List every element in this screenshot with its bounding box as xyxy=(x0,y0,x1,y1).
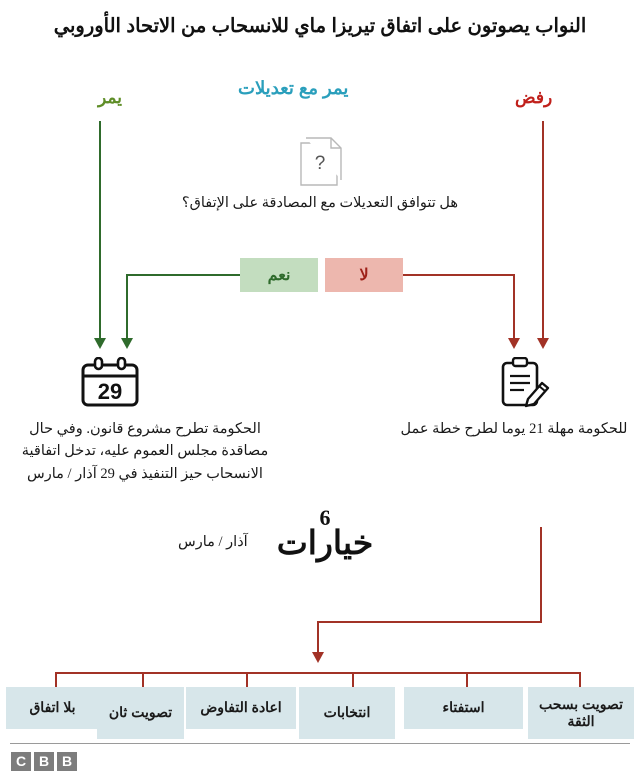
page-title: النواب يصوتون على اتفاق تيريزا ماي للانسحاب من الاتحاد الأوروبي xyxy=(53,15,587,37)
connector-pass-arrowhead xyxy=(94,338,106,349)
options-heading-word: خيارات xyxy=(276,525,374,562)
connector-yes-vertical xyxy=(126,274,128,342)
options-stub-4 xyxy=(352,672,354,688)
options-stub-3 xyxy=(246,672,248,688)
svg-text:29: 29 xyxy=(97,379,123,404)
option-label: انتخابات xyxy=(323,704,371,721)
decision-chip-yes-label: نعم xyxy=(267,267,291,284)
decision-chip-no-label: لا xyxy=(359,267,369,284)
footer-divider xyxy=(10,743,630,744)
document-question-icon xyxy=(297,133,343,189)
clipboard-pencil-icon xyxy=(498,357,552,414)
connector-no-horizontal xyxy=(403,274,515,276)
connector-reject-vertical xyxy=(542,121,544,342)
options-heading xyxy=(250,505,400,562)
branch-label-reject: رفض xyxy=(515,88,553,107)
option-box-no-deal[interactable] xyxy=(6,687,99,729)
options-tree-arrowhead xyxy=(312,652,324,663)
options-tree-stem-horizontal xyxy=(317,621,542,623)
options-distribution-bar xyxy=(55,672,580,674)
option-box-renegotiate[interactable] xyxy=(186,687,296,729)
svg-text:?: ? xyxy=(314,153,326,174)
outcome-right-caption: للحكومة مهلة 21 يوما لطرح خطة عمل xyxy=(400,421,628,437)
calendar-icon xyxy=(80,357,140,414)
bbc-logo-letter-3: C xyxy=(11,752,31,771)
options-heading-number: 6 xyxy=(319,505,331,530)
decision-question-text: هل تتوافق التعديلات مع المصادقة على الإتفاق؟ xyxy=(181,195,459,211)
option-label: تصويت بسحب الثقة xyxy=(539,695,623,729)
option-label: استفتاء xyxy=(442,699,485,716)
decision-chip-no[interactable] xyxy=(325,258,403,292)
options-stub-1 xyxy=(55,672,57,688)
options-stub-2 xyxy=(142,672,144,688)
connector-yes-arrowhead xyxy=(121,338,133,349)
bbc-logo xyxy=(11,752,77,771)
connector-no-arrowhead xyxy=(508,338,520,349)
branch-label-amend: يمر مع تعديلات xyxy=(238,78,349,98)
connector-yes-horizontal xyxy=(126,274,240,276)
option-label: بلا اتفاق xyxy=(29,699,76,716)
option-box-second-vote[interactable] xyxy=(97,687,184,739)
connector-pass-vertical xyxy=(99,121,101,342)
option-box-elections[interactable] xyxy=(299,687,395,739)
bbc-logo-letter-2: B xyxy=(34,752,54,771)
options-stub-5 xyxy=(466,672,468,688)
connector-no-vertical xyxy=(513,274,515,342)
option-box-no-confidence[interactable] xyxy=(528,687,634,739)
options-tree-stem-right xyxy=(540,527,542,623)
options-stub-6 xyxy=(579,672,581,688)
option-label: تصويت ثان xyxy=(108,704,173,721)
option-label: اعادة التفاوض xyxy=(200,699,282,716)
connector-reject-arrowhead xyxy=(537,338,549,349)
outcome-left-caption: الحكومة تطرح مشروع قانون. وفي حال مصاقدة مجلس العموم عليه، تدخل اتفاقية الانسحاب حيز التنفيذ في 29 آذار / مارس xyxy=(21,421,269,482)
date-overlap-text: آذار / مارس xyxy=(178,534,248,550)
bbc-logo-letter-1: B xyxy=(57,752,77,771)
branch-label-pass: يمر xyxy=(98,88,122,107)
decision-chip-yes[interactable] xyxy=(240,258,318,292)
option-box-referendum[interactable] xyxy=(404,687,523,729)
